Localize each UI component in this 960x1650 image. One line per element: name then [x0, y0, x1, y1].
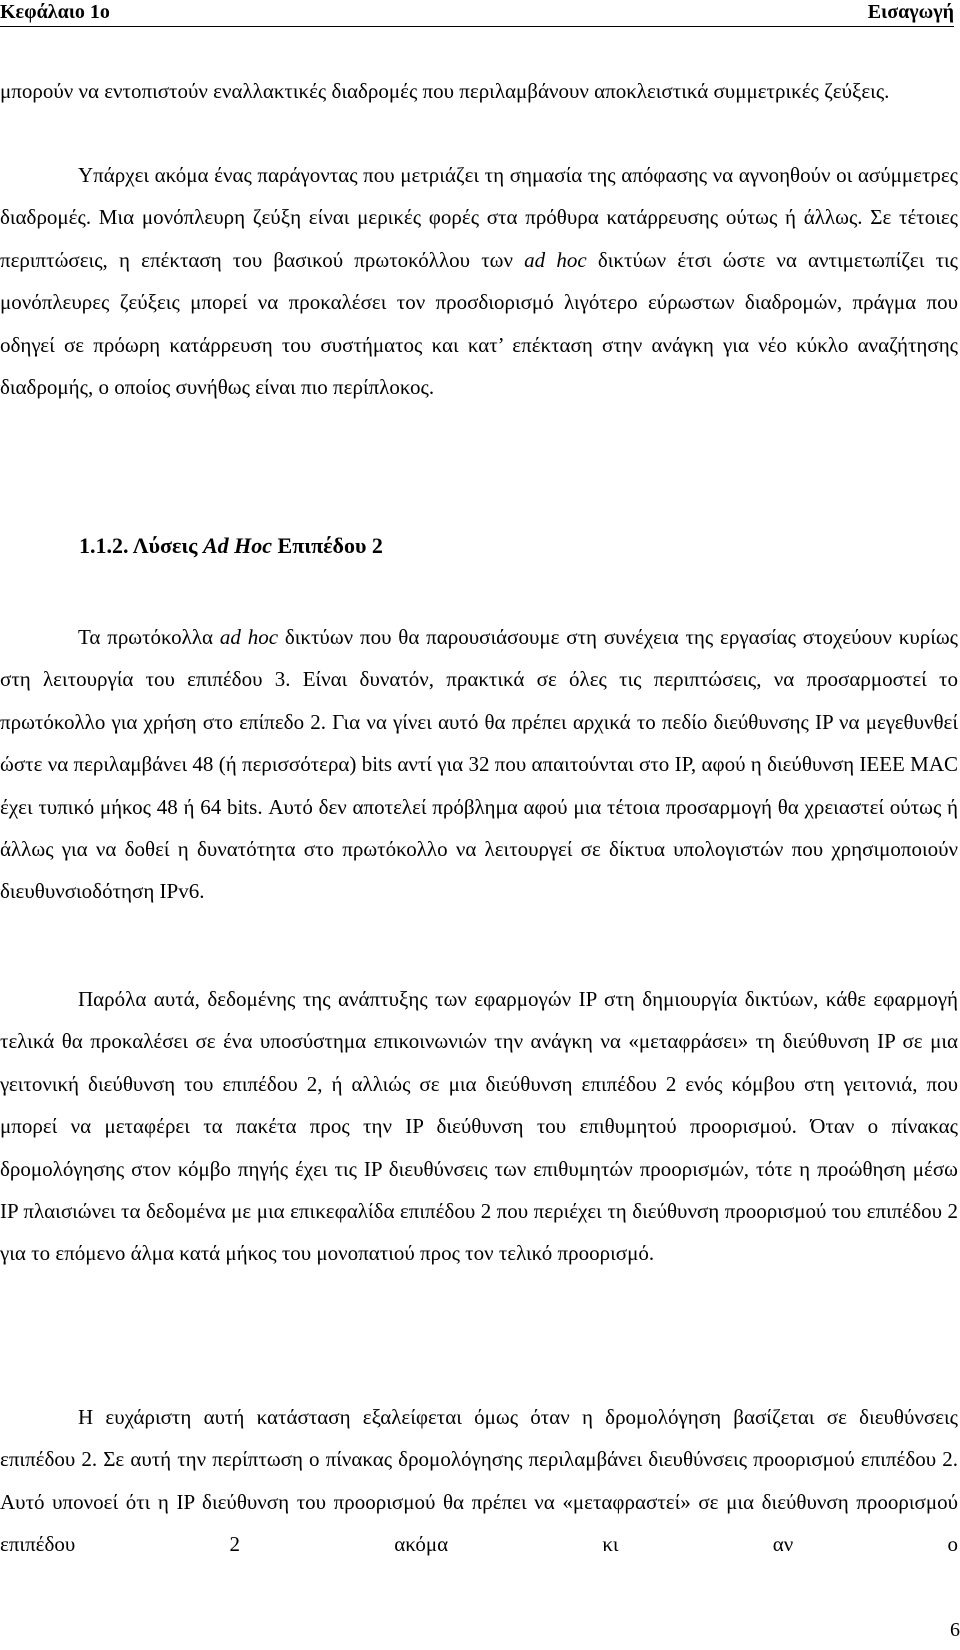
section-label: Εισαγωγή	[867, 1, 954, 23]
paragraph-text: Η ευχάριστη αυτή κατάσταση εξαλείφεται όμως όταν η δρομολόγηση βασίζεται σε διευθύνσεις επιπέδου 2. Σε αυτή την περίπτωση ο πίνακας δρομολόγησης περιλαμβάνει διευθύνσεις προορισμού επιπέδου 2. Αυτό υπονοεί ότι η IP διεύθυνση του προορισμού θα πρέπει να «μεταφραστεί» σε μια διεύθυνση προορισμού επιπέδου 2 ακόμα κι αν ο	[0, 1405, 958, 1557]
paragraph-layer2-protocols	[0, 616, 958, 913]
page-header	[0, 0, 954, 27]
paragraph-text: Παρόλα αυτά, δεδομένης της ανάπτυξης των εφαρμογών IP στη δημιουργία δικτύων, κάθε εφαρμογή τελικά θα προκαλέσει σε ένα υποσύστημα επικοινωνιών την ανάγκη να «μεταφράσει» τη διεύθυνση IP σε μια γειτονική διεύθυνση του επιπέδου 2, ή αλλιώς σε μια διεύθυνση επιπέδου 2 ενός κόμβου στη γειτονιά, που μπορεί να μεταφέρει τα πακέτα προς την IP διεύθυνση του επιθυμητού προορισμού. Όταν ο πίνακας δρομολόγησης στον κόμβο πηγής έχει τις IP διευθύνσεις των επιθυμητών προορισμών, τότε η προώθηση μέσω IP πλαισιώνει τα δεδομένα με μια επικεφαλίδα επιπέδου 2 που περιέχει τη διεύθυνση προορισμού του επιπέδου 2 για το επόμενο άλμα κατά μήκος του μονοπατιού προς τον τελικό προορισμό.	[0, 987, 958, 1266]
page-number: 6	[950, 1619, 960, 1641]
section-title-text: Επιπέδου 2	[277, 533, 383, 558]
emphasis-ad-hoc: ad hoc	[524, 247, 587, 272]
paragraph-text: δικτύων έτσι ώστε να αντιμετωπίζει τις μονόπλευρες ζεύξεις μπορεί να προκαλέσει τον προσδιορισμό λιγότερο εύρωστων διαδρομών, πράγμα που οδηγεί σε πρόωρη κατάρρευση του συστήματος και κατ’ επέκταση στην ανάγκη για νέο κύκλο αναζήτησης διαδρομής, ο οποίος συνήθως είναι πιο περίπλοκος.	[0, 247, 958, 400]
paragraph-text: δικτύων που θα παρουσιάσουμε στη συνέχεια της εργασίας στοχεύουν κυρίως στη λειτουργία του επιπέδου 3. Είναι δυνατόν, πρακτικά σε όλες τις περιπτώσεις, να προσαρμοστεί το πρωτόκολλο για χρήση στο επίπεδο 2. Για να γίνει αυτό θα πρέπει αρχικά το πεδίο διεύθυνσης IP να μεγεθυνθεί ώστε να περιλαμβάνει 48 (ή περισσότερα) bits αντί για 32 που απαιτούνται στο IP, αφού η διεύθυνση IEEE MAC έχει τυπικό μήκος 48 ή 64 bits. Αυτό δεν αποτελεί πρόβλημα αφού μια τέτοια προσαρμογή θα χρειαστεί ούτως ή άλλως για να δοθεί η δυνατότητα στο πρωτόκολλο να λειτουργεί σε δίκτυα υπολογιστών που χρησιμοποιούν διευθυνσιοδότηση IPv6.	[0, 625, 958, 904]
section-heading	[79, 532, 383, 560]
section-title-text: Λύσεις	[132, 533, 198, 558]
paragraph-text: Τα πρωτόκολλα	[78, 625, 220, 649]
paragraph-text: Υπάρχει ακόμα ένας παράγοντας που μετριάζει τη σημασία της απόφασης να αγνοηθούν οι ασύμμετρες διαδρομές. Μια μονόπλευρη ζεύξη είναι μερικές φορές στα πρόθυρα κατάρρευσης ούτως ή άλλως. Σε τέτοιες περιπτώσεις, η επέκταση του βασικού πρωτοκόλλου των	[0, 163, 958, 272]
paragraph-ip-applications	[0, 978, 958, 1275]
paragraph-layer2-routing	[0, 1396, 958, 1566]
chapter-label: Κεφάλαιο 1ο	[0, 1, 110, 23]
section-number: 1.1.2.	[79, 533, 129, 558]
paragraph-asymmetric-routes	[0, 154, 958, 408]
emphasis-ad-hoc: ad hoc	[219, 625, 279, 649]
paragraph-continuation	[0, 70, 958, 112]
paragraph-text: μπορούν να εντοπιστούν εναλλακτικές διαδρομές που περιλαμβάνουν αποκλειστικά συμμετρικές ζεύξεις.	[0, 79, 890, 103]
section-title-emphasis: Ad Hoc	[202, 533, 273, 558]
